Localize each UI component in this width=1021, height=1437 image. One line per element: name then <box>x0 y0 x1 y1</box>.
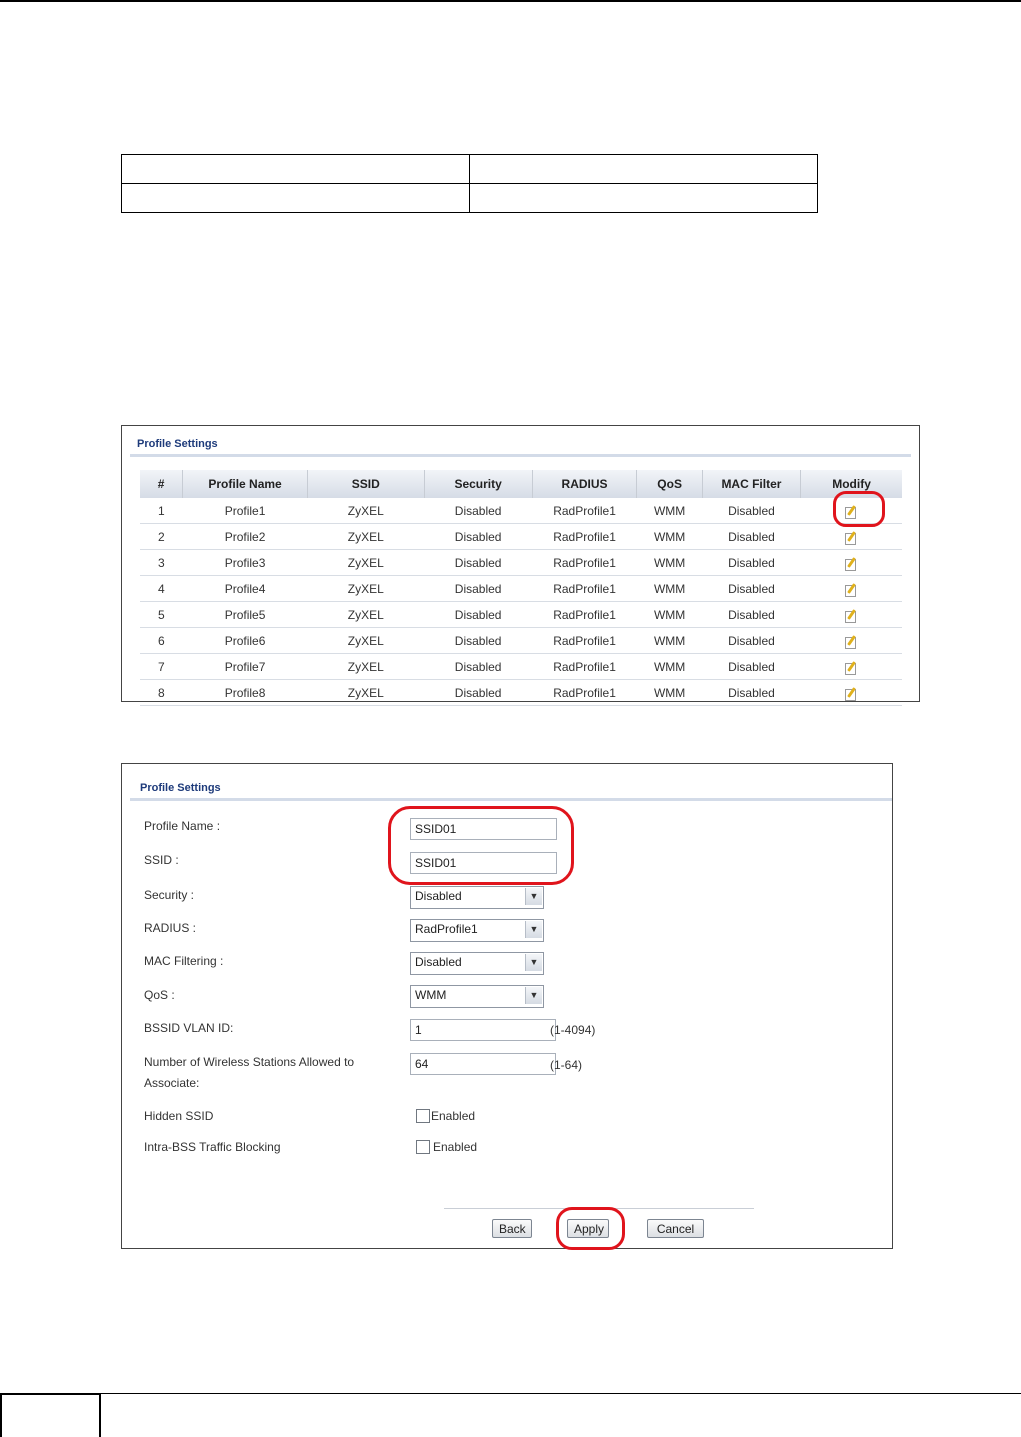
modify-highlight-ring <box>833 491 885 527</box>
cell-ssid: ZyXEL <box>307 524 424 550</box>
panel-title: Profile Settings <box>137 438 218 450</box>
cell-profile-name: Profile7 <box>183 654 308 680</box>
cell-ssid: ZyXEL <box>307 498 424 524</box>
info-cell <box>122 184 470 213</box>
cell-ssid: ZyXEL <box>307 654 424 680</box>
table-row <box>140 602 902 628</box>
stations-hint: (1-64) <box>550 1058 583 1072</box>
cell-mac-filter: Disabled <box>702 628 800 654</box>
intra-bss-checkbox[interactable] <box>416 1140 430 1154</box>
edit-icon[interactable] <box>845 531 858 544</box>
cell-security: Disabled <box>424 524 532 550</box>
radius-select-value: RadProfile1 <box>415 922 478 936</box>
bssid-vlan-input[interactable] <box>410 1019 556 1041</box>
cell-radius: RadProfile1 <box>532 550 637 576</box>
cell-security: Disabled <box>424 498 532 524</box>
cell-profile-name: Profile3 <box>183 550 308 576</box>
table-row <box>140 576 902 602</box>
qos-label: QoS : <box>144 988 175 1002</box>
cell-radius: RadProfile1 <box>532 576 637 602</box>
cell-number: 7 <box>140 654 183 680</box>
chevron-down-icon[interactable]: ▼ <box>525 987 542 1004</box>
cell-mac-filter: Disabled <box>702 654 800 680</box>
cell-mac-filter: Disabled <box>702 576 800 602</box>
cell-number: 6 <box>140 628 183 654</box>
cell-mac-filter: Disabled <box>702 498 800 524</box>
name-ssid-highlight-ring <box>388 806 574 885</box>
cell-mac-filter: Disabled <box>702 550 800 576</box>
security-select[interactable] <box>410 886 544 909</box>
panel-title: Profile Settings <box>140 782 221 794</box>
stations-label-line2: Associate: <box>144 1076 200 1090</box>
column-header-qos: QoS <box>637 470 702 498</box>
column-header-ssid: SSID <box>307 470 424 498</box>
cell-security: Disabled <box>424 550 532 576</box>
table-row <box>140 524 902 550</box>
footer-rule <box>0 1393 1021 1394</box>
cell-mac-filter: Disabled <box>702 680 800 706</box>
table-header-row <box>140 470 902 498</box>
qos-select[interactable] <box>410 985 544 1008</box>
column-header-radius: RADIUS <box>532 470 637 498</box>
info-cell <box>470 184 818 213</box>
security-label: Security : <box>144 888 195 902</box>
top-rule <box>0 0 1021 2</box>
cell-qos: WMM <box>637 680 702 706</box>
column-header-mac-filter: MAC Filter <box>702 470 800 498</box>
cell-security: Disabled <box>424 654 532 680</box>
ssid-label: SSID : <box>144 853 179 867</box>
cell-profile-name: Profile1 <box>183 498 308 524</box>
hidden-ssid-label: Hidden SSID <box>144 1109 214 1123</box>
cell-qos: WMM <box>637 576 702 602</box>
cell-radius: RadProfile1 <box>532 680 637 706</box>
cell-radius: RadProfile1 <box>532 498 637 524</box>
cell-modify <box>801 602 902 628</box>
cell-ssid: ZyXEL <box>307 576 424 602</box>
profile-table <box>140 470 902 706</box>
mac-filtering-label: MAC Filtering : <box>144 954 224 968</box>
cell-modify <box>801 576 902 602</box>
radius-label: RADIUS : <box>144 921 197 935</box>
cell-qos: WMM <box>637 524 702 550</box>
intra-bss-checkbox-label: Enabled <box>433 1140 478 1154</box>
info-cell <box>122 155 470 184</box>
cell-number: 2 <box>140 524 183 550</box>
page-number-box <box>0 1393 101 1437</box>
cell-modify <box>801 654 902 680</box>
title-rule <box>130 454 911 457</box>
cell-security: Disabled <box>424 576 532 602</box>
intra-bss-label: Intra-BSS Traffic Blocking <box>144 1140 281 1154</box>
hidden-ssid-checkbox-label: Enabled <box>431 1109 476 1123</box>
cell-profile-name: Profile4 <box>183 576 308 602</box>
cell-radius: RadProfile1 <box>532 524 637 550</box>
chevron-down-icon[interactable]: ▼ <box>525 954 542 971</box>
cell-number: 1 <box>140 498 183 524</box>
back-button[interactable]: Back <box>492 1219 532 1238</box>
chevron-down-icon[interactable]: ▼ <box>525 888 542 905</box>
qos-select-value: WMM <box>415 988 447 1002</box>
table-row <box>140 628 902 654</box>
hidden-ssid-checkbox[interactable] <box>416 1109 430 1123</box>
cell-mac-filter: Disabled <box>702 602 800 628</box>
apply-button[interactable]: Apply <box>567 1219 609 1238</box>
edit-icon[interactable] <box>845 557 858 570</box>
cell-number: 3 <box>140 550 183 576</box>
security-select-value: Disabled <box>415 889 462 903</box>
stations-input[interactable] <box>410 1053 556 1075</box>
cell-qos: WMM <box>637 628 702 654</box>
cell-mac-filter: Disabled <box>702 524 800 550</box>
cell-ssid: ZyXEL <box>307 628 424 654</box>
cell-modify <box>801 524 902 550</box>
table-row <box>140 498 902 524</box>
mac-filtering-select[interactable] <box>410 952 544 975</box>
cell-modify <box>801 680 902 706</box>
cell-security: Disabled <box>424 680 532 706</box>
cell-ssid: ZyXEL <box>307 550 424 576</box>
cell-qos: WMM <box>637 602 702 628</box>
cell-security: Disabled <box>424 628 532 654</box>
profile-name-label: Profile Name : <box>144 819 221 833</box>
column-header-modify: Modify <box>801 470 902 498</box>
cell-modify <box>801 550 902 576</box>
edit-icon[interactable] <box>845 609 858 622</box>
column-header-security: Security <box>424 470 532 498</box>
bssid-vlan-label: BSSID VLAN ID: <box>144 1021 234 1035</box>
edit-icon[interactable] <box>845 687 858 700</box>
cell-modify <box>801 628 902 654</box>
cell-number: 8 <box>140 680 183 706</box>
radius-select[interactable] <box>410 919 544 942</box>
column-header-number: # <box>140 470 183 498</box>
table-row <box>140 550 902 576</box>
cell-number: 5 <box>140 602 183 628</box>
cell-qos: WMM <box>637 654 702 680</box>
edit-icon[interactable] <box>845 635 858 648</box>
cell-profile-name: Profile2 <box>183 524 308 550</box>
profile-list-panel <box>121 425 920 702</box>
chevron-down-icon[interactable]: ▼ <box>525 921 542 938</box>
cell-number: 4 <box>140 576 183 602</box>
stations-label-line1: Number of Wireless Stations Allowed to <box>144 1055 355 1069</box>
title-rule <box>130 798 892 801</box>
cell-radius: RadProfile1 <box>532 654 637 680</box>
info-cell <box>470 155 818 184</box>
cancel-button[interactable]: Cancel <box>647 1219 704 1238</box>
apply-highlight-ring <box>556 1207 625 1250</box>
cell-radius: RadProfile1 <box>532 628 637 654</box>
cell-ssid: ZyXEL <box>307 680 424 706</box>
cell-profile-name: Profile8 <box>183 680 308 706</box>
table-row <box>140 680 902 706</box>
mac-filtering-select-value: Disabled <box>415 955 462 969</box>
cell-ssid: ZyXEL <box>307 602 424 628</box>
edit-icon[interactable] <box>845 583 858 596</box>
cell-profile-name: Profile5 <box>183 602 308 628</box>
table-row <box>140 654 902 680</box>
cell-qos: WMM <box>637 498 702 524</box>
column-header-profile-name: Profile Name <box>183 470 308 498</box>
edit-icon[interactable] <box>845 661 858 674</box>
cell-qos: WMM <box>637 550 702 576</box>
cell-profile-name: Profile6 <box>183 628 308 654</box>
info-table <box>121 154 818 213</box>
cell-security: Disabled <box>424 602 532 628</box>
cell-radius: RadProfile1 <box>532 602 637 628</box>
bssid-vlan-hint: (1-4094) <box>550 1023 596 1037</box>
